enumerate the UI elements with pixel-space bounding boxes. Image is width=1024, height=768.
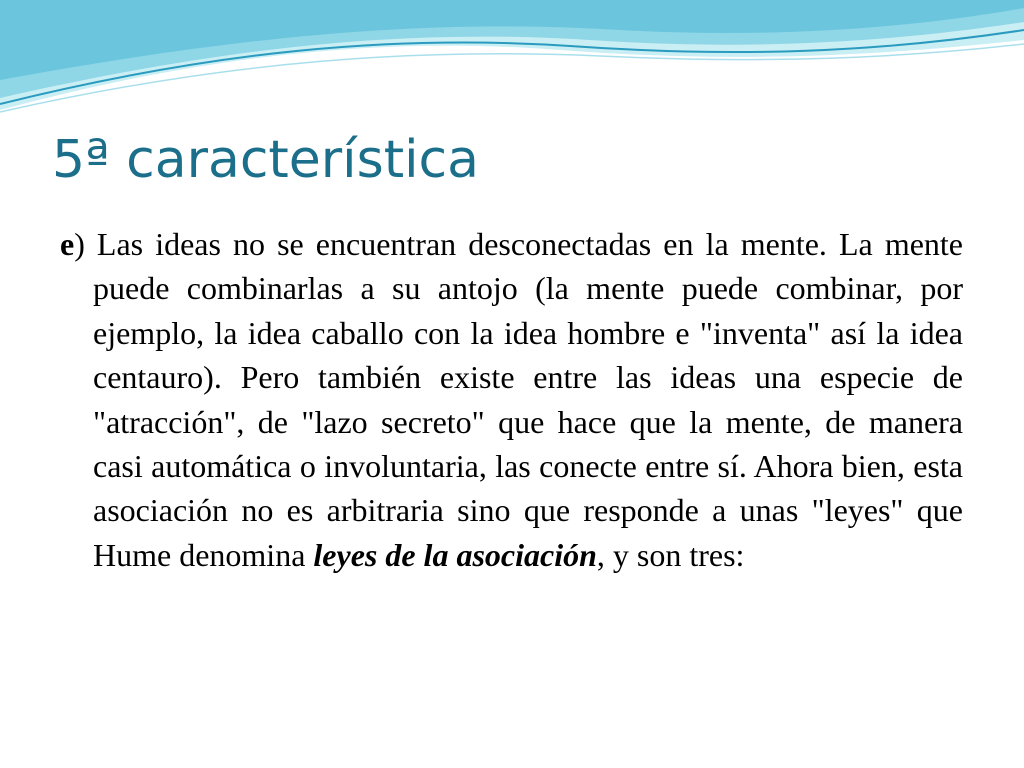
- item-marker-paren: ): [74, 226, 85, 262]
- paragraph-main-text: Las ideas no se encuentran desconectadas en la mente. La mente puede combinarlas a su antojo (la mente puede combinar, por ejemplo, la idea caballo con la idea hombre e "inventa" así la idea centauro). Pero también existe entre las ideas una especie de "atracción", de "lazo secreto" que hace que la mente, de manera casi automática o involuntaria, las conecte entre sí. Ahora bien, esta asociación no es arbitraria sino que responde a unas "leyes" que Hume denomina: [84, 226, 963, 573]
- header-wave-decoration: [0, 0, 1024, 120]
- body-paragraph: [60, 222, 963, 577]
- paragraph-emphasis: leyes de la asociación: [313, 536, 597, 573]
- paragraph-end-text: , y son tres:: [596, 536, 745, 573]
- item-marker-letter: e: [60, 226, 75, 262]
- slide-title: 5ª característica: [52, 130, 479, 190]
